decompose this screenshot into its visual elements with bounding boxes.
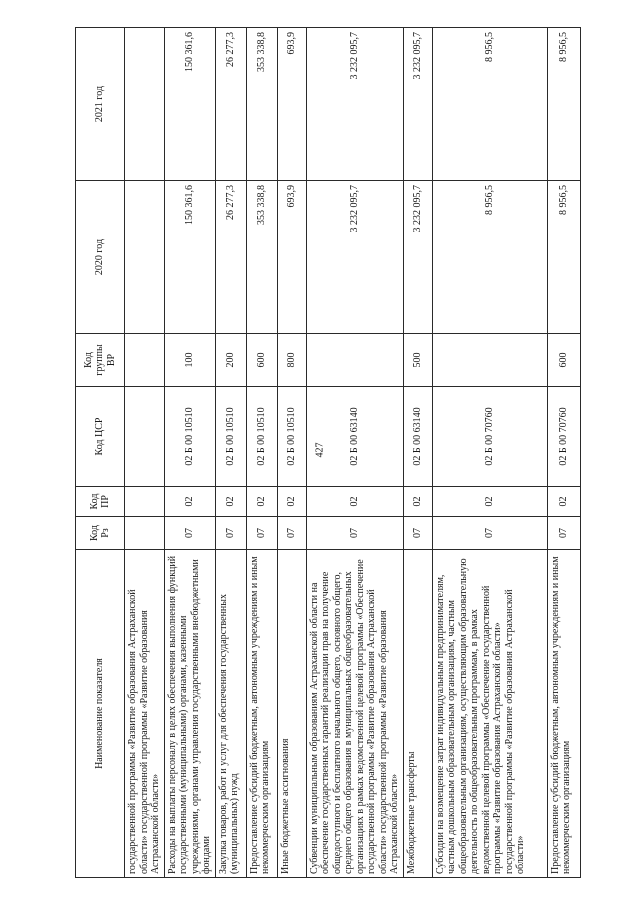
row-name: Межбюджетные трансферты [403,549,432,877]
row-vr [306,333,403,386]
row-2020: 693,9 [277,180,306,333]
row-pr: 02 [432,486,547,516]
row-name: Предоставление субсидий бюджетным, автономным учреждениям и иным некоммерческим организациям [547,549,580,877]
row-vr: 200 [215,333,246,386]
row-pr: 02 [246,486,277,516]
row-2021: 8 956,5 [432,27,547,180]
row-2021: 3 232 095,7 [306,27,403,180]
header-2020: 2020 год [75,180,124,333]
row-rz [124,516,164,549]
budget-table-sheet [75,28,572,878]
row-csr: 02 Б 00 70760 [547,386,580,486]
row-csr: 02 Б 00 10510 [164,386,215,486]
row-pr [124,486,164,516]
row-csr [124,386,164,486]
table-row [124,27,164,877]
row-name: Предоставление субсидий бюджетным, автономным учреждениям и иным некоммерческим организациям [246,549,277,877]
header-vr: Код группы ВР [75,333,124,386]
row-2021: 353 338,8 [246,27,277,180]
rotated-page-content [75,28,572,878]
row-name: государственной программы «Развитие образования Астраханской области» государственной программы «Развитие образования Астраханской области» [124,549,164,877]
row-name: Субсидии на возмещение затрат индивидуальным предпринимателям, частным дошкольным образовательным организациям, частным общеобразовательным организациям, осуществляющим образовательную деятельность по общеобразовательным программам, в рамках ведомственной целевой программы «Обеспечение государственной программы «Развитие образования Астраханской области» государственной программы «Развитие образования Астраханской области» [432,549,547,877]
row-2021: 150 361,6 [164,27,215,180]
row-vr [124,333,164,386]
budget-table [75,27,581,878]
table-row [246,27,277,877]
row-name: Иные бюджетные ассигнования [277,549,306,877]
row-2021 [124,27,164,180]
row-rz: 07 [306,516,403,549]
table-row [432,27,547,877]
row-csr: 02 Б 00 63140 [306,386,403,486]
table-row [215,27,246,877]
row-2021: 8 956,5 [547,27,580,180]
row-2021: 693,9 [277,27,306,180]
row-rz: 07 [432,516,547,549]
row-csr: 02 Б 00 10510 [246,386,277,486]
row-rz: 07 [164,516,215,549]
row-2020: 3 232 095,7 [403,180,432,333]
header-2021: 2021 год [75,27,124,180]
row-2020: 8 956,5 [547,180,580,333]
row-vr: 500 [403,333,432,386]
table-row [164,27,215,877]
row-rz: 07 [547,516,580,549]
row-vr: 800 [277,333,306,386]
table-row [277,27,306,877]
row-csr: 02 Б 00 10510 [277,386,306,486]
header-csr: Код ЦСР [75,386,124,486]
row-csr: 02 Б 00 70760 [432,386,547,486]
row-2020: 353 338,8 [246,180,277,333]
row-name: Субвенции муниципальным образованиям Астраханской области на обеспечение государственных гарантий реализации прав на получение общедоступного и бесплатного начального общего, основного общего, среднего общего образования в муниципальных общеобразовательных организациях в рамках ведомственной целевой программы «Обеспечение государственной программы «Развитие образования Астраханской области» государственной программы «Развитие образования Астраханской области» [306,549,403,877]
row-rz: 07 [246,516,277,549]
header-name: Наименование показателя [75,549,124,877]
row-2020: 8 956,5 [432,180,547,333]
row-name: Закупка товаров, работ и услуг для обеспечения государственных (муниципальных) нужд [215,549,246,877]
row-csr: 02 Б 00 63140 [403,386,432,486]
row-pr: 02 [277,486,306,516]
page-number: 427 [314,442,326,458]
table-header-row [75,27,124,877]
row-vr [432,333,547,386]
row-name: Расходы на выплаты персоналу в целях обеспечения выполнения функций государственными (муниципальными) органами, казенными учреждениями, органами управления государственными внебюджетными фондами [164,549,215,877]
table-row [547,27,580,877]
row-rz: 07 [215,516,246,549]
row-pr: 02 [547,486,580,516]
row-rz: 07 [277,516,306,549]
row-2020: 26 277,3 [215,180,246,333]
header-rz: Код Рз [75,516,124,549]
table-row [306,27,403,877]
row-vr: 600 [547,333,580,386]
row-pr: 02 [215,486,246,516]
row-pr: 02 [403,486,432,516]
row-2021: 3 232 095,7 [403,27,432,180]
row-csr: 02 Б 00 10510 [215,386,246,486]
header-pr: Код ПР [75,486,124,516]
row-2020: 3 232 095,7 [306,180,403,333]
row-2020 [124,180,164,333]
row-pr: 02 [306,486,403,516]
row-vr: 600 [246,333,277,386]
row-vr: 100 [164,333,215,386]
row-pr: 02 [164,486,215,516]
row-2020: 150 361,6 [164,180,215,333]
row-rz: 07 [403,516,432,549]
table-row [403,27,432,877]
row-2021: 26 277,3 [215,27,246,180]
